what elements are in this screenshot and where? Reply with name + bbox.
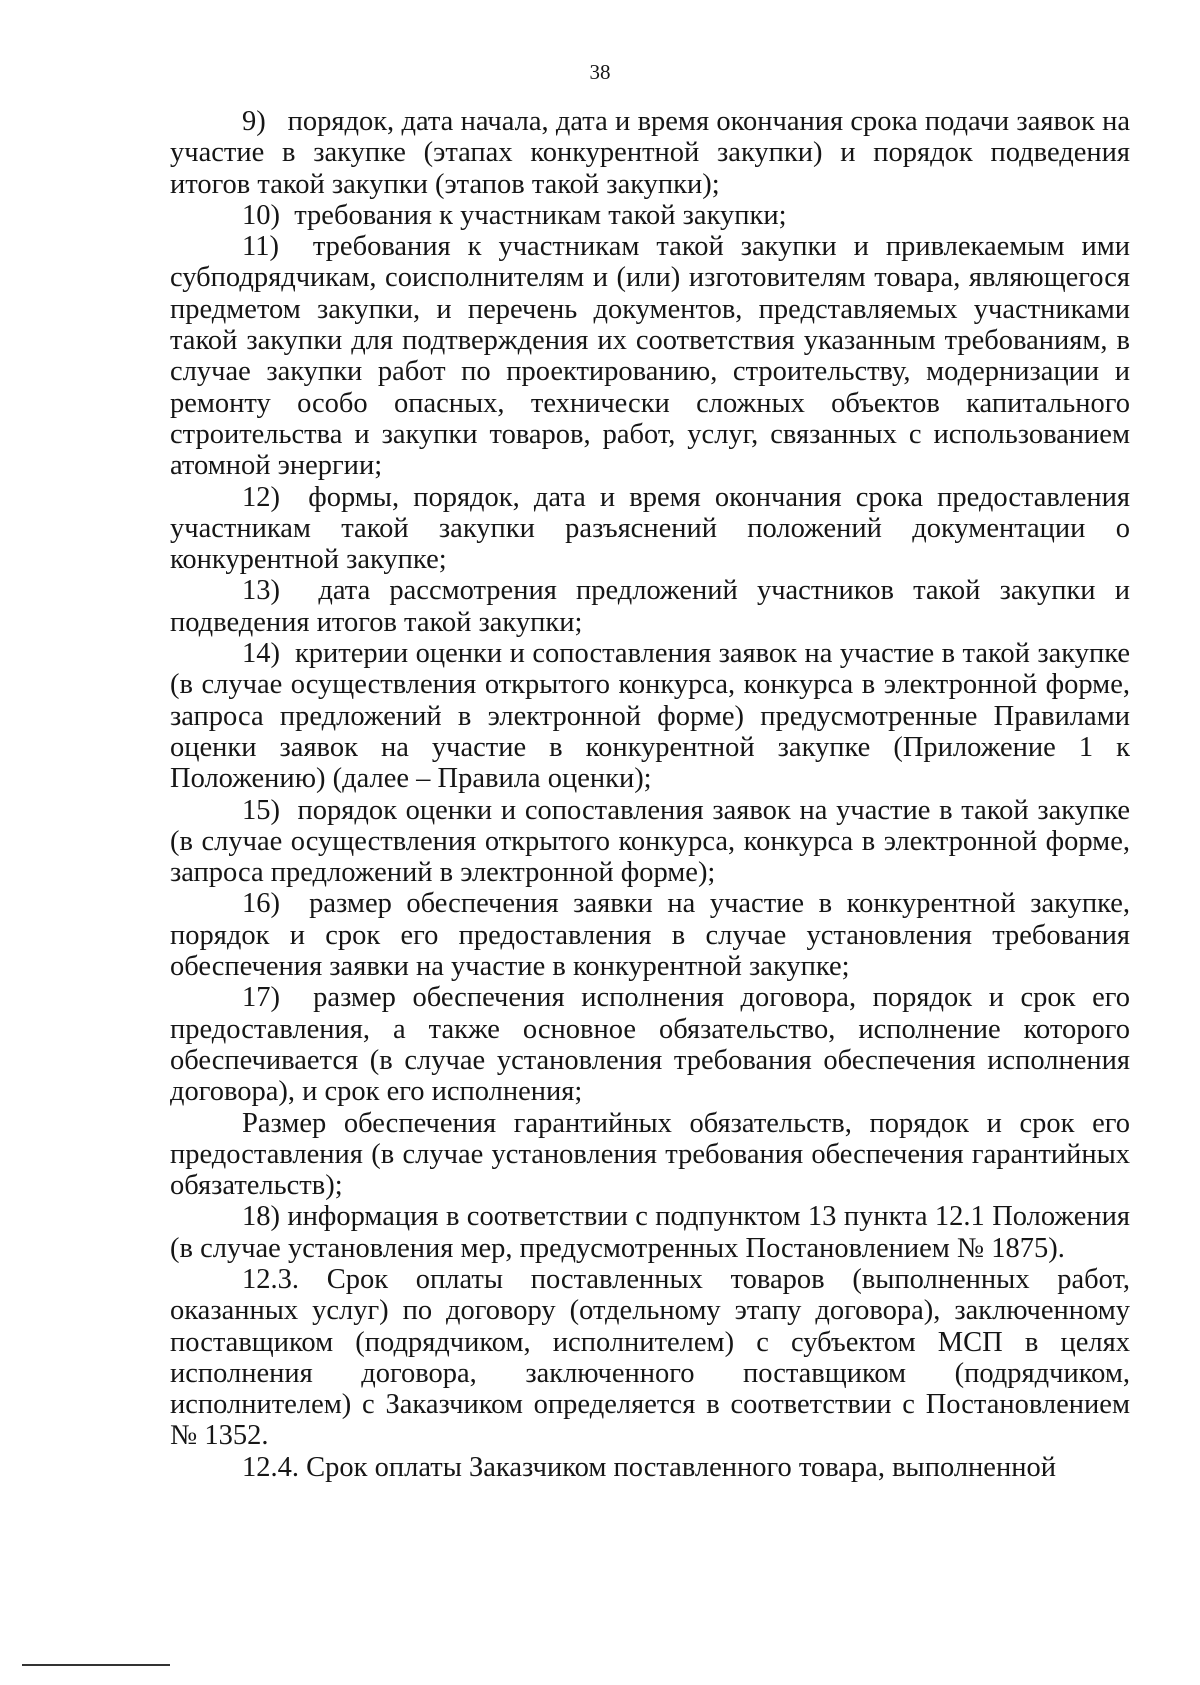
paragraph-item-9: 9) порядок, дата начала, дата и время окончания срока подачи заявок на участие в закупке (этапах конкурентной закупки) и порядок подведения итогов такой закупки (этапов такой закупки); bbox=[170, 106, 1130, 200]
paragraph-item-18: 18) информация в соответствии с подпунктом 13 пункта 12.1 Положения (в случае установления мер, предусмотренных Постановлением № 1875). bbox=[170, 1201, 1130, 1264]
paragraph-item-12: 12) формы, порядок, дата и время окончания срока предоставления участникам такой закупки разъяснений положений документации о конкурентной закупке; bbox=[170, 481, 1130, 576]
paragraph-section-12-3: 12.3. Срок оплаты поставленных товаров (выполненных работ, оказанных услуг) по договору (отдельному этапу договора), заключенному поставщиком (подрядчиком, исполнителем) с субъектом МСП в целях исполнения договора, заключенного поставщиком (подрядчиком, исполнителем) с Заказчиком определяется в соответствии с Постановлением № 1352. bbox=[170, 1263, 1130, 1452]
paragraph-item-17: 17) размер обеспечения исполнения договора, порядок и срок его предоставления, а также основное обязательство, исполнение которого обеспечивается (в случае установления требования обеспечения исполнения договора), и срок его исполнения; bbox=[170, 982, 1130, 1108]
page-number: 38 bbox=[589, 60, 611, 84]
paragraph-item-10: 10) требования к участникам такой закупки; bbox=[242, 199, 787, 231]
paragraph-item-13: 13) дата рассмотрения предложений участников такой закупки и подведения итогов такой закупки; bbox=[170, 575, 1130, 638]
paragraph-item-14: 14) критерии оценки и сопоставления заявок на участие в такой закупке (в случае осуществления открытого конкурса, конкурса в электронной форме, запроса предложений в электронной форме) предусмотренные Правилами оценки заявок на участие в конкурентной закупке (Приложение 1 к Положению) (далее – Правила оценки); bbox=[170, 638, 1130, 795]
paragraph-item-11: 11) требования к участникам такой закупки и привлекаемым ими субподрядчикам, соисполнителям и (или) изготовителям товара, являющегося предметом закупки, и перечень документов, представляемых участниками такой закупки для подтверждения их соответствия указанным требованиям, в случае закупки работ по проектированию, строительству, модернизации и ремонту особо опасных, технически сложных объектов капитального строительства и закупки товаров, работ, услуг, связанных с использованием атомной энергии; bbox=[170, 231, 1130, 482]
paragraph-section-12-4: 12.4. Срок оплаты Заказчиком поставленного товара, выполненной bbox=[242, 1451, 1056, 1483]
footnote-divider bbox=[22, 1664, 170, 1666]
paragraph-warranty-security: Размер обеспечения гарантийных обязательств, порядок и срок его предоставления (в случае установления требования обеспечения гарантийных обязательств); bbox=[170, 1107, 1130, 1202]
paragraph-item-16: 16) размер обеспечения заявки на участие в конкурентной закупке, порядок и срок его предоставления в случае установления требования обеспечения заявки на участие в конкурентной закупке; bbox=[170, 888, 1130, 983]
paragraph-item-15: 15) порядок оценки и сопоставления заявок на участие в такой закупке (в случае осуществления открытого конкурса, конкурса в электронной форме, запроса предложений в электронной форме); bbox=[170, 794, 1130, 889]
document-body bbox=[170, 106, 1130, 1483]
